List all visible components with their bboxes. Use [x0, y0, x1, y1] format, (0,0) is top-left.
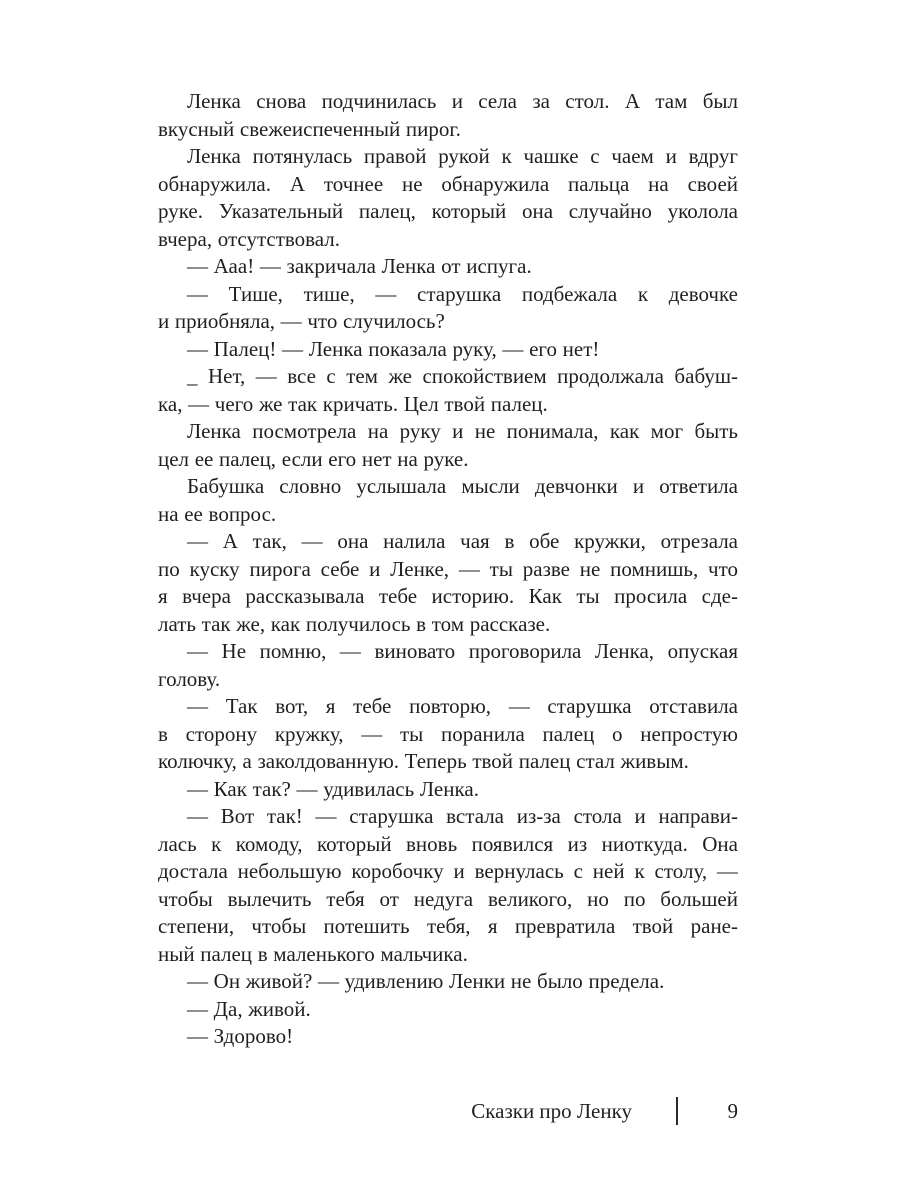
footer-divider	[676, 1097, 678, 1125]
text-line: — Не помню, — виновато проговорила Ленка, опуская	[187, 639, 738, 663]
text-line: Ленка посмотрела на руку и не понимала, как мог быть	[187, 419, 738, 443]
text-line: — Вот так! — старушка встала из-за стола и направи-	[187, 804, 738, 828]
text-line: лать так же, как получилось в том рассказе.	[158, 611, 551, 636]
text-line: ный палец в маленького мальчика.	[158, 941, 468, 966]
text-line: обнаружила. А точнее не обнаружила пальца на своей	[158, 171, 738, 196]
text-line: вчера, отсутствовал.	[158, 226, 341, 251]
text-line: достала небольшую коробочку и вернулась с ней к столу, —	[158, 859, 738, 883]
text-line: Ленка потянулась правой рукой к чашке с чаем и вдруг	[187, 144, 738, 168]
text-line: на ее вопрос.	[158, 501, 277, 526]
page-number: 9	[727, 1098, 738, 1123]
running-title: Сказки про Ленку	[471, 1098, 632, 1123]
text-line: голову.	[158, 666, 221, 691]
text-line: вкусный свежеиспеченный пирог.	[158, 116, 461, 141]
page-text-block	[158, 88, 738, 1051]
text-line: по куску пирога себе и Ленке, — ты разве не помнишь, что	[158, 556, 738, 581]
text-line: я вчера рассказывала тебе историю. Как ты просила сде-	[158, 584, 738, 608]
text-line: ка, — чего же так кричать. Цел твой палец.	[158, 391, 548, 416]
text-line: — Как так? — удивилась Ленка.	[187, 776, 479, 801]
text-line: _ Нет, — все с тем же спокойствием продолжала бабуш-	[187, 364, 738, 388]
text-line: Бабушка словно услышала мысли девчонки и ответила	[187, 474, 738, 498]
text-line: чтобы вылечить тебя от недуга великого, но по большей	[158, 886, 738, 911]
text-line: и приобняла, — что случилось?	[158, 309, 445, 333]
text-line: — Он живой? — удивлению Ленки не было предела.	[187, 969, 665, 993]
text-line: цел ее палец, если его нет на руке.	[158, 446, 469, 471]
text-line: в сторону кружку, — ты поранила палец о непростую	[158, 721, 738, 746]
text-line: руке. Указательный палец, который она случайно уколола	[158, 199, 738, 223]
text-line: — Здорово!	[187, 1024, 294, 1048]
page-footer	[158, 1093, 738, 1129]
text-line: Ленка снова подчинилась и села за стол. А там был	[187, 89, 738, 113]
text-line: лась к комоду, который вновь появился из ниоткуда. Она	[158, 831, 738, 856]
text-line: — Да, живой.	[187, 996, 311, 1021]
text-line: колючку, а заколдованную. Теперь твой палец стал живым.	[158, 749, 689, 773]
text-line: — Тише, тише, — старушка подбежала к девочке	[187, 281, 738, 306]
text-line: — Ааа! — закричала Ленка от испуга.	[187, 254, 532, 278]
text-line: степени, чтобы потешить тебя, я превратила твой ране-	[158, 914, 738, 938]
text-line: — Так вот, я тебе повторю, — старушка отставила	[187, 694, 738, 718]
text-line: — А так, — она налила чая в обе кружки, отрезала	[187, 529, 738, 553]
text-line: — Палец! — Ленка показала руку, — его нет!	[187, 336, 600, 361]
